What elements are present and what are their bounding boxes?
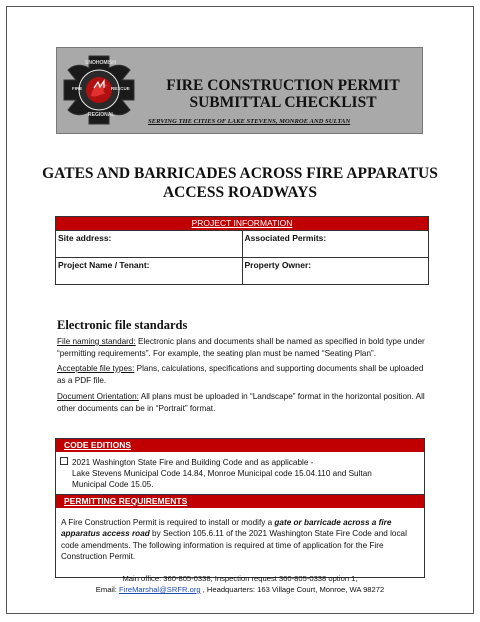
orientation-paragraph [57,391,427,414]
permitting-requirements-text: A Fire Construction Permit is required to install or modify a gate or barricade across a fire apparatus access road by Section 105.6.11 of the 2021 Washington State Fire Code and local code amendments. The following information is required at time of application for the Fire Construction Permit. [61,518,407,561]
logo-bottom-text: REGIONAL [88,112,115,118]
code-editions-header: CODE EDITIONS [56,439,424,452]
logo-top-text: SNOHOMISH [85,60,116,66]
checklist-title-line1: FIRE CONSTRUCTION PERMIT [166,77,400,94]
footer-contact-line2: Email: FireMarshal@SRFR.org , Headquarters: 163 Village Court, Monroe, WA 98272 [95,585,385,594]
permitting-requirements-header: PERMITTING REQUIREMENTS [56,495,424,508]
file-types-text: Plans, calculations, specifications and supporting documents shall be uploaded as a PDF file. [57,364,424,385]
table-row [56,231,428,258]
orientation-text: All plans must be uploaded in “Landscape” format in the horizontal position. All other documents can be in “Portrait” format. [57,392,425,413]
footer-contact-line1: Main office: 360-805-0338, Inspection request 360-805-0338 option 1, [122,574,358,583]
permitting-emphasis: gate or barricade across a fire apparatus access road [61,518,392,539]
file-types-label: Acceptable file types: [57,364,135,373]
project-information-header: PROJECT INFORMATION [56,217,428,231]
code-editions-line2: Lake Stevens Municipal Code 14.84, Monroe Municipal code 15.04.110 and Sultan [72,469,372,478]
checklist-title-line2: SUBMITTAL CHECKLIST [189,94,377,111]
code-editions-section [55,438,425,499]
serving-cities-text: SERVING THE CITIES OF LAKE STEVENS, MONROE AND SULTAN [148,118,351,125]
file-types-paragraph [57,363,427,386]
code-editions-body [56,452,424,498]
document-title-line1: GATES AND BARRICADES ACROSS FIRE APPARATUS [42,165,438,182]
permitting-requirements-section [55,494,425,578]
code-editions-line1: 2021 Washington State Fire and Building Code and as applicable - [72,458,314,467]
email-link[interactable]: FireMarshal@SRFR.org [119,585,201,594]
orientation-label: Document Orientation: [57,392,139,401]
project-name-field[interactable]: Project Name / Tenant: [56,258,243,284]
file-naming-label: File naming standard: [57,337,136,346]
site-address-field[interactable]: Site address: [56,231,243,257]
table-row [56,258,428,284]
project-information-table [55,216,429,285]
electronic-file-standards-heading: Electronic file standards [57,318,188,332]
code-editions-line3: Municipal Code 15.05. [72,480,154,489]
logo-left-text: FIRE [72,86,83,91]
logo-right-text: RESCUE [111,86,130,91]
file-naming-text: Electronic plans and documents shall be named as specified in bold type under “permitting requirements”. For example, the seating plan must be named “Seating Plan”. [57,337,425,358]
property-owner-field[interactable]: Property Owner: [244,260,312,270]
file-naming-paragraph [57,336,427,359]
code-editions-checkbox[interactable] [60,457,68,465]
document-title-line2: ACCESS ROADWAYS [162,184,318,201]
associated-permits-field[interactable]: Associated Permits: [244,233,327,243]
